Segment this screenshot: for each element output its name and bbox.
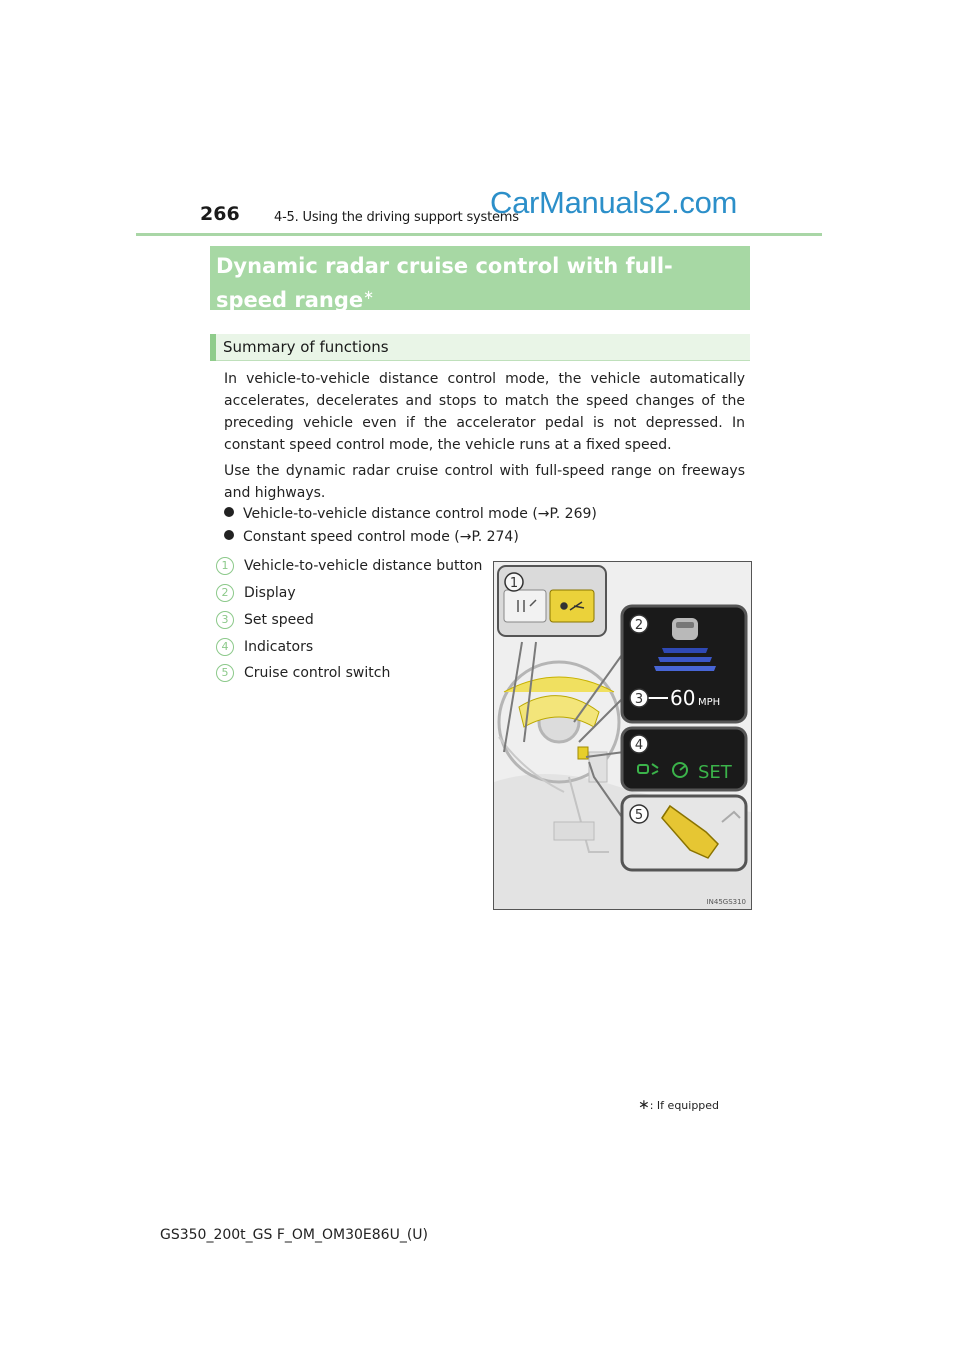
- legend-label: Display: [244, 585, 296, 601]
- footnote: [638, 1097, 719, 1113]
- paragraph-2: Use the dynamic radar cruise control with full-speed range on freeways and highways.: [224, 463, 745, 501]
- bullet-text: Vehicle-to-vehicle distance control mode (→P. 269): [243, 506, 597, 522]
- display-panel: [622, 606, 746, 722]
- bullet-item: [224, 529, 519, 545]
- document-code: GS350_200t_GS F_OM_OM30E86U_(U): [160, 1227, 428, 1243]
- legend-number: 1: [216, 557, 234, 575]
- bullet-text: Constant speed control mode (→P. 274): [243, 529, 519, 545]
- legend-number: 3: [216, 611, 234, 629]
- footnote-marker: ∗: [638, 1097, 650, 1113]
- footnote-text: : If equipped: [649, 1099, 720, 1112]
- header-rule: [136, 233, 822, 236]
- set-indicator: SET: [698, 762, 732, 783]
- page-title-text: Dynamic radar cruise control with full-speed range: [216, 254, 673, 312]
- legend-label: Vehicle-to-vehicle distance button: [244, 558, 483, 574]
- callout-3: 3: [634, 692, 644, 707]
- legend-item: [216, 584, 296, 602]
- indicator-panel: [622, 728, 746, 790]
- callout-4: 4: [634, 738, 644, 753]
- legend-item: [216, 557, 482, 575]
- callout-5: 5: [634, 808, 644, 823]
- legend-label: Set speed: [244, 612, 314, 628]
- legend-number: 5: [216, 664, 234, 682]
- page-number: 266: [200, 203, 240, 225]
- bullet-item: [224, 506, 597, 522]
- subheading: Summary of functions: [223, 338, 389, 356]
- speed-unit: MPH: [698, 697, 721, 708]
- legend-item: [216, 638, 313, 656]
- legend-item: [216, 611, 314, 629]
- legend-number: 4: [216, 638, 234, 656]
- bullet-dot: [224, 507, 234, 517]
- callout-1: 1: [509, 576, 519, 591]
- legend-item: [216, 664, 390, 682]
- image-code: IN45GS310: [706, 898, 746, 906]
- title-band: [210, 246, 750, 310]
- cockpit-illustration-svg: [494, 562, 751, 909]
- legend-number: 2: [216, 584, 234, 602]
- subheading-bar: [210, 334, 216, 361]
- speed-value: 60: [670, 686, 696, 710]
- section-title: 4-5. Using the driving support systems: [274, 210, 519, 225]
- watermark: CarManuals2.com: [490, 185, 738, 220]
- callout-2: 2: [634, 618, 644, 633]
- legend-label: Cruise control switch: [244, 665, 391, 681]
- page-title: [216, 252, 736, 315]
- cockpit-illustration: [493, 561, 752, 910]
- legend-label: Indicators: [244, 639, 314, 655]
- subheading-band: [210, 334, 750, 361]
- paragraph-1: In vehicle-to-vehicle distance control mode, the vehicle automatically accelerates, decelerates and stops to match the speed changes of the preceding vehicle even if the accelerator pedal is not depressed. In constant speed control mode, the vehicle runs at a fixed speed.: [224, 371, 745, 453]
- button-panel: [498, 566, 606, 636]
- switch-panel: [622, 796, 746, 870]
- bullet-dot: [224, 530, 234, 540]
- title-asterisk: ∗: [363, 288, 375, 303]
- preceding-car-icon: [672, 618, 698, 640]
